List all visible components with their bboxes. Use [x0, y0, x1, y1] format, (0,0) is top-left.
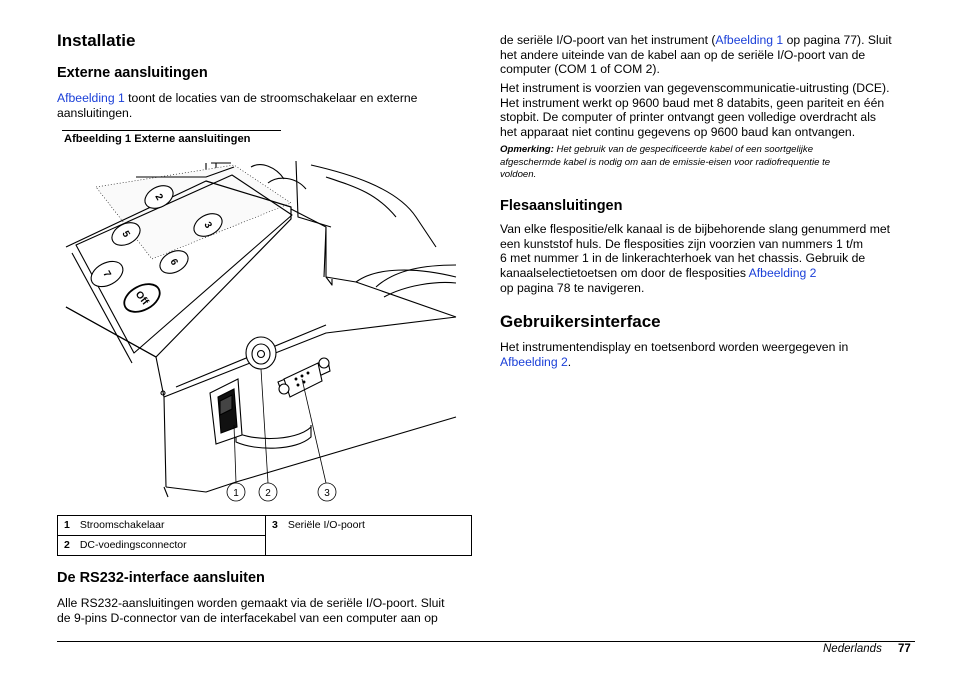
key-label: 6 [167, 257, 180, 268]
section-heading-rs232: De RS232-interface aansluiten [57, 570, 265, 586]
legend-cell: 1 Stroomschakelaar [58, 516, 266, 536]
user-interface-paragraph: Het instrumentendisplay en toetsenbord worden weergegeven in Afbeelding 2. [500, 340, 849, 369]
legend-cell: 2 DC-voedingsconnector [58, 536, 266, 556]
note-paragraph: Opmerking: Het gebruik van de gespecificeerde kabel of een soortgelijke afgeschermde kabel is nodig om aan de emissie-eisen voor radiofrequentie te voldoen. [500, 144, 831, 181]
external-paragraph: Afbeelding 1 toont de locaties van de stroomschakelaar en externe aansluitingen. [57, 91, 418, 120]
key-label: 2 [152, 192, 165, 203]
section-heading-bottles: Flesaansluitingen [500, 198, 623, 214]
key-label: 5 [119, 229, 132, 240]
callout-number: 2 [265, 488, 271, 499]
key-label: 3 [201, 220, 214, 231]
figure-1-link[interactable]: Afbeelding 1 [715, 33, 784, 47]
caption-rule [62, 130, 281, 131]
page-title: Installatie [57, 31, 136, 50]
key-label: Off [132, 289, 151, 308]
section-heading-user-interface: Gebruikersinterface [500, 312, 661, 331]
legend-cell: 3 Seriële I/O-poort [266, 516, 472, 556]
bottles-paragraph: Van elke flespositie/elk kanaal is de bijbehorende slang genummerd met een kunststof huls. De flesposities zijn voorzien van nummers 1 t/m 6 met nummer 1 in de linkerachterhoek van het chassis. Gebruik de kanaalselectietoetsen om door de flesposities Afbeelding 2 op pagina 78 te navigeren. [500, 222, 891, 295]
instrument-illustration [56, 157, 470, 507]
callout-number: 3 [324, 488, 330, 499]
section-heading-external: Externe aansluitingen [57, 65, 208, 81]
table-row [58, 516, 472, 536]
note-label: Opmerking: [500, 144, 554, 155]
figure-2-link[interactable]: Afbeelding 2 [748, 266, 817, 281]
figure-2-link[interactable]: Afbeelding 2 [500, 354, 568, 369]
figure-legend-table [57, 515, 472, 556]
page-number: 77 [898, 643, 911, 655]
footer-language: Nederlands [823, 643, 882, 655]
dce-paragraph: Het instrument is voorzien van gegevenscommunicatie-uitrusting (DCE). Het instrument werkt op 9600 baud met 8 databits, geen pariteit en één stopbit. De computer of printer ontvangt geen volledige overdracht als het apparaat niet continu gegevens op 9600 baud kan ontvangen. [500, 81, 890, 140]
rs232-continued-paragraph: de seriële I/O-poort van het instrument (Afbeelding 1 op pagina 77). Sluit het andere uiteinde van de kabel aan op de seriële I/O-poort van de computer (COM 1 of COM 2). [500, 33, 892, 77]
figure-caption: Afbeelding 1 Externe aansluitingen [64, 133, 251, 145]
figure-1-link[interactable]: Afbeelding 1 [57, 91, 125, 105]
callout-number: 1 [233, 488, 239, 499]
key-label: 7 [100, 269, 113, 280]
rs232-paragraph: Alle RS232-aansluitingen worden gemaakt via de seriële I/O-poort. Sluit de 9-pins D-connector van de interfacekabel van een computer aan op [57, 596, 445, 625]
footer-rule [57, 641, 915, 642]
